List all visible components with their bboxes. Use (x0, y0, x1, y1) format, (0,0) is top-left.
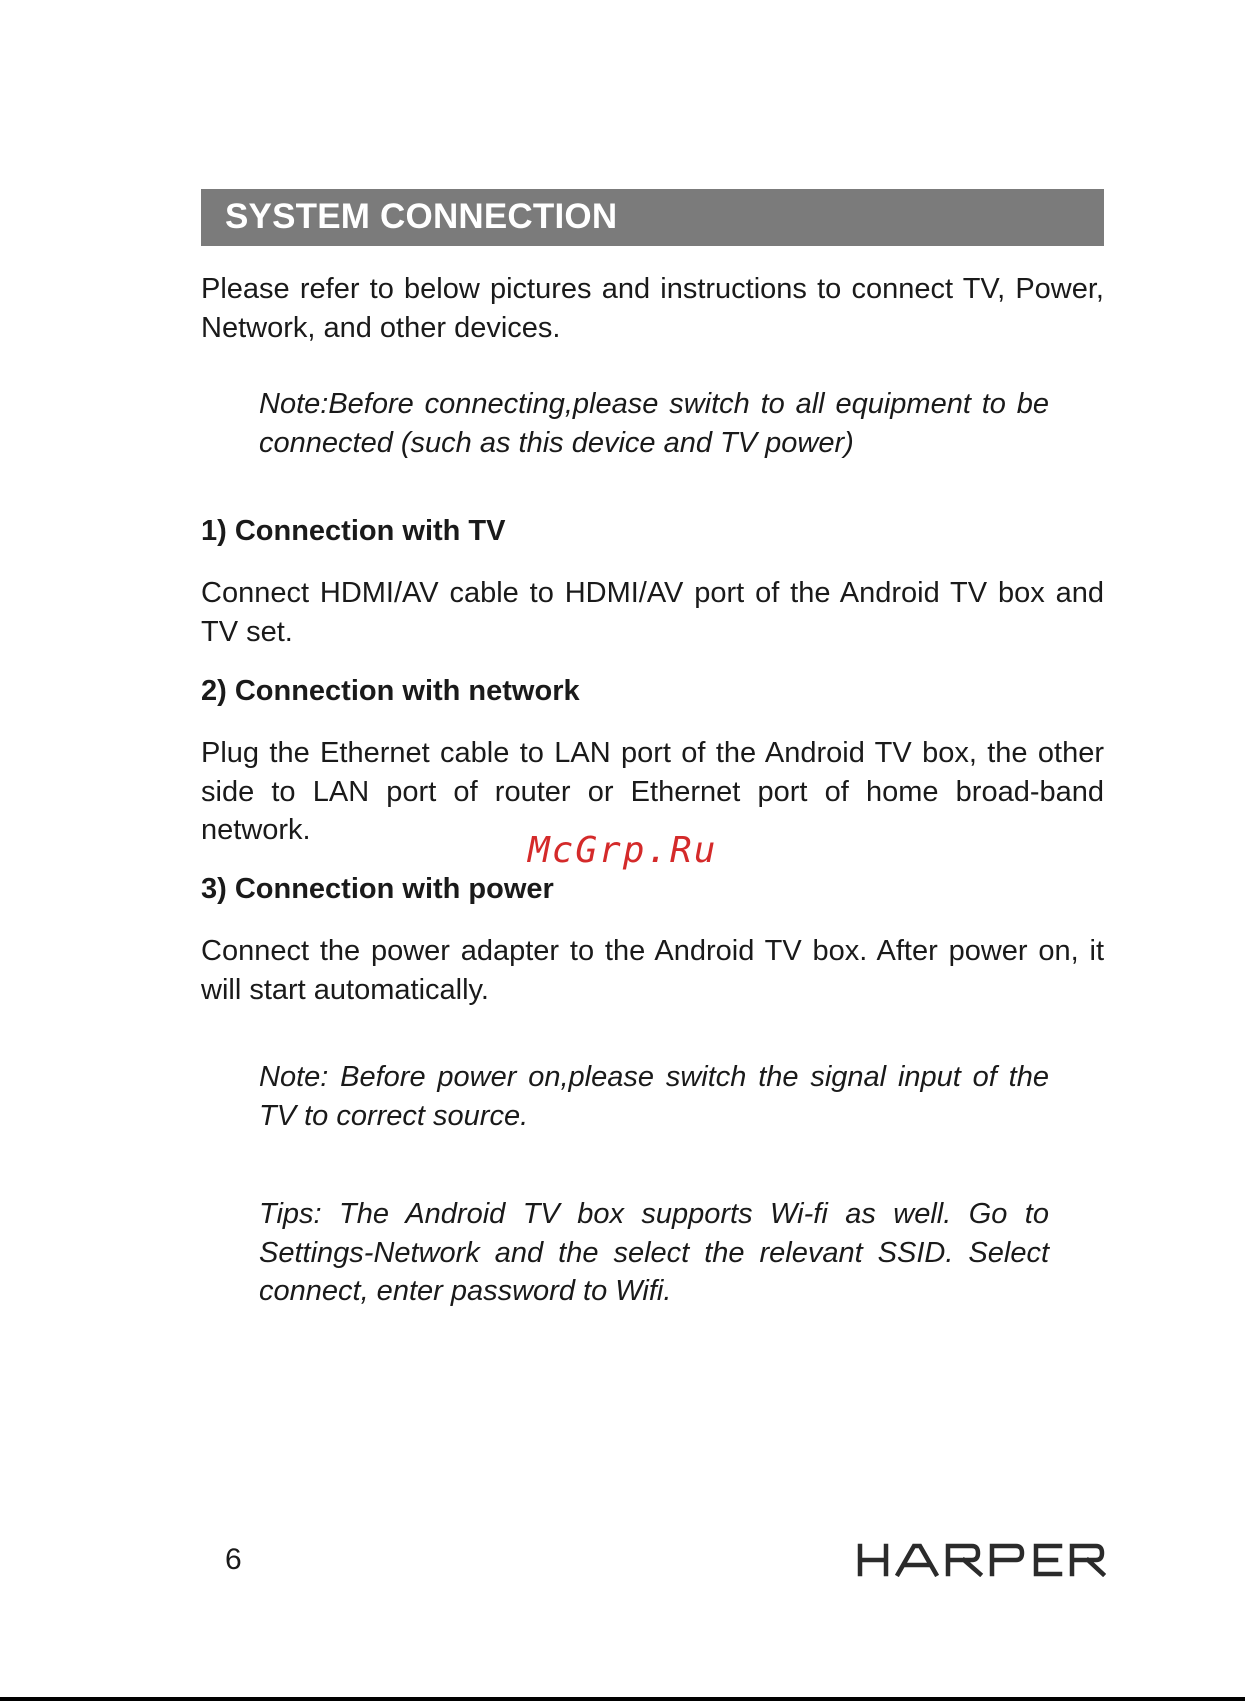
step-1-heading: 1) Connection with TV (201, 515, 506, 547)
section-title: SYSTEM CONNECTION (225, 197, 618, 236)
bottom-border (0, 1697, 1245, 1701)
step-3-heading: 3) Connection with power (201, 873, 554, 905)
step-1-text: Connect HDMI/AV cable to HDMI/AV port of the Android TV box and TV set. (201, 577, 1104, 648)
harper-logo (856, 1543, 1106, 1577)
section-header-bar (201, 189, 1104, 246)
step-2-heading: 2) Connection with network (201, 675, 580, 707)
step-3-text: Connect the power adapter to the Android TV box. After power on, it will start automatically. (201, 935, 1104, 1006)
tips-paragraph: Tips: The Android TV box supports Wi-fi as well. Go to Settings-Network and the select the relevant SSID. Select connect, enter password to Wifi. (259, 1198, 1049, 1307)
note-power-on: Note: Before power on,please switch the signal input of the TV to correct source. (259, 1061, 1049, 1132)
step-2-text: Plug the Ethernet cable to LAN port of the Android TV box, the other side to LAN port of router or Ethernet port of home broad-band network. (201, 737, 1104, 846)
note-before-connecting: Note:Before connecting,please switch to all equipment to be connected (such as this device and TV power) (259, 388, 1049, 459)
intro-paragraph: Please refer to below pictures and instructions to connect TV, Power, Network, and other devices. (201, 273, 1104, 344)
watermark-text: McGrp.Ru (528, 830, 718, 871)
page-number: 6 (225, 1543, 242, 1576)
